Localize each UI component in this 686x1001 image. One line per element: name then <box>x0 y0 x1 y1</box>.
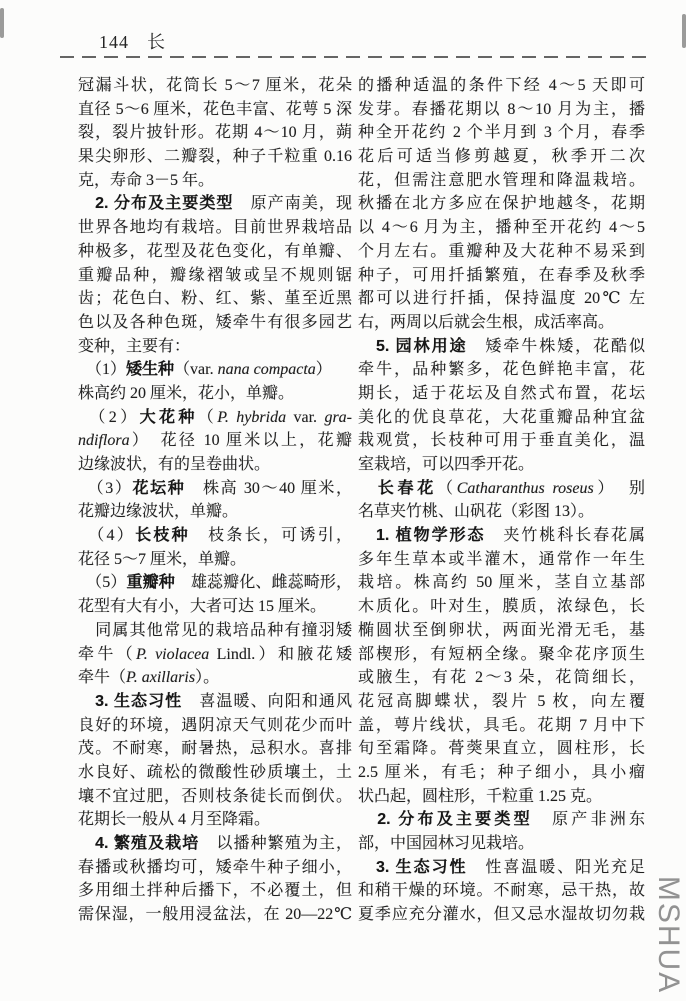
text-line: （2）大花种（P. hybrida var. gra- <box>78 408 352 426</box>
text-line: 壤不宜过肥，否则枝条徒长而倒伏。 <box>78 787 352 805</box>
text-line: 花，但需注意肥水管理和降温栽培。 <box>358 171 645 189</box>
text-line: 右，两周以后就会生根，成活率高。 <box>358 313 615 331</box>
text-line: 重瓣品种，瓣缘褶皱或呈不规则锯 <box>78 266 352 284</box>
text-line: 夏季应充分灌水，但又忌水湿故切勿栽 <box>358 906 645 924</box>
text-line: 多用细土拌种后播下，不必覆土，但 <box>78 882 352 900</box>
text-line: 春播或秋播均可，矮牵牛种子细小， <box>78 858 352 876</box>
text-line: 花期长一般从 4 月至降霜。 <box>78 811 271 829</box>
text-line: 直径 5～6 厘米，花色丰富、花萼 5 深 <box>78 100 352 118</box>
right-column <box>358 74 645 927</box>
text-line: 同属其他常见的栽培品种有撞羽矮 <box>78 621 352 639</box>
text-line: 部楔形，有短柄全缘。聚伞花序顶生 <box>358 645 645 663</box>
text-line: 美化的优良草花，大花重瓣品种宜盆 <box>358 408 645 426</box>
text-line: 牵牛（P. axillaris）。 <box>78 669 220 687</box>
text-line: 旬至霜降。蓇葖果直立，圆柱形，长 <box>358 740 645 758</box>
text-line: 部，中国园林习见栽培。 <box>358 835 535 852</box>
text-line: ndiflora） 花径 10 厘米以上，花瓣 <box>78 432 352 450</box>
text-line: 牵牛，品种繁多，花色鲜艳丰富，花 <box>358 361 645 379</box>
text-line: 2.5 厘米，有毛；种子细小，具小瘤 <box>358 763 645 781</box>
text-line: 冠漏斗状，花筒长 5～7 厘米，花朵 <box>78 77 352 94</box>
scan-edge-artifact-left <box>0 8 4 38</box>
text-line: 良好的环境，遇阴凉天气则花少而叶 <box>78 716 352 734</box>
left-column <box>78 74 352 927</box>
text-line: 和稍干燥的环境。不耐寒，忌干热，故 <box>358 882 645 900</box>
text-line: 种全开花约 2 个半月到 3 个月，春季 <box>358 124 645 142</box>
header-dashed-rule <box>60 56 646 58</box>
text-line: 3. 生态习性 喜温暖、向阳和通风 <box>78 692 352 710</box>
text-line: 果尖卵形、二瓣裂，种子千粒重 0.16 <box>78 148 352 166</box>
text-line: 秋播在北方多应在保护地越冬，花期 <box>358 195 645 213</box>
text-line: （5）重瓣种 雄蕊瓣化、雌蕊畸形， <box>78 574 352 592</box>
text-line: 克，寿命 3－5 年。 <box>78 171 215 189</box>
text-line: 裂，裂片披针形。花期 4～10 月，蒴 <box>78 124 352 142</box>
text-line: 色以及各种色斑，矮牵牛有很多园艺 <box>78 313 352 331</box>
text-line: 边缘波状，有的呈卷曲状。 <box>78 456 271 473</box>
text-line: 花后可适当修剪越夏，秋季开二次 <box>358 148 645 166</box>
text-line: 2. 分布及主要类型 原产南美，现 <box>78 195 352 213</box>
running-head-character: 长 <box>147 32 166 52</box>
text-line: 长春花（Catharanthus roseus） 别 <box>377 479 645 497</box>
text-line: （3）花坛种 株高 30～40 厘米， <box>78 479 352 497</box>
text-line: （1）矮生种（var. nana compacta） <box>78 361 332 379</box>
text-line: 的播种适温的条件下经 4～5 天即可 <box>358 77 645 94</box>
text-line: 世界各地均有栽培。目前世界栽培品 <box>78 219 352 237</box>
text-line: 个月左右。重瓣种及大花种不易采到 <box>358 242 645 260</box>
text-line: 木质化。叶对生，膜质，浓绿色，长 <box>358 598 645 616</box>
text-line: 或腋生，有花 2～3 朵，花筒细长， <box>358 669 645 687</box>
text-line: 齿；花色白、粉、红、紫、堇至近黑 <box>78 290 352 308</box>
text-line: 状凸起，圆柱形，千粒重 1.25 克。 <box>358 787 603 805</box>
text-line: 水良好、疏松的微酸性砂质壤土，土 <box>78 763 352 781</box>
text-line: 花瓣边缘波状，单瓣。 <box>78 503 239 521</box>
text-line: 都可以进行扦插，保持温度 20℃ 左 <box>358 290 645 308</box>
text-line: 发芽。春播花期以 8～10 月为主，播 <box>358 100 645 118</box>
text-line: 花型有大有小，大者可达 15 厘米。 <box>78 598 327 616</box>
text-line: 栽观赏，长枝种可用于垂直美化，温 <box>358 432 645 450</box>
running-head <box>99 28 166 54</box>
text-line: 1. 植物学形态 夹竹桃科长春花属 <box>358 527 645 545</box>
text-line: 3. 生态习性 性喜温暖、阳光充足 <box>358 858 645 876</box>
text-line: 5. 园林用途 矮牵牛株矮，花酷似 <box>358 337 645 355</box>
text-line: 多年生草本或半灌木，通常作一年生 <box>358 550 645 568</box>
text-line: 变种，主要有： <box>78 337 191 355</box>
text-line: （4）长枝种 枝条长，可诱引， <box>78 527 352 545</box>
text-line: 牵牛（P. violacea Lindl.）和腋花矮 <box>78 645 352 663</box>
page-number: 144 <box>99 32 129 52</box>
watermark: MSHUA <box>652 875 685 995</box>
text-line: 以 4～6 月为主，播种至开花约 4～5 <box>358 219 645 237</box>
text-line: 期长，适于花坛及自然式布置，花坛 <box>358 384 645 402</box>
text-line: 室栽培，可以四季开花。 <box>358 456 535 473</box>
scan-edge-artifact-right <box>682 14 686 48</box>
text-line: 盖，萼片线状，具毛。花期 7 月中下 <box>358 716 645 734</box>
text-line: 茂。不耐寒，耐暑热，忌积水。喜排 <box>78 740 352 758</box>
text-line: 4. 繁殖及栽培 以播种繁殖为主， <box>78 835 352 852</box>
text-line: 栽培。株高约 50 厘米，茎自立基部 <box>358 574 645 592</box>
text-line: 花径 5～7 厘米，单瓣。 <box>78 550 247 568</box>
text-line: 株高约 20 厘米，花小，单瓣。 <box>78 384 295 402</box>
text-line: 种子，可用扦插繁殖，在春季及秋季 <box>358 266 645 284</box>
text-line: 名草夹竹桃、山矾花（彩图 13）。 <box>358 503 595 521</box>
text-line: 椭圆状至倒卵状，两面光滑无毛，基 <box>358 621 645 639</box>
text-line: 2. 分布及主要类型 原产非洲东 <box>358 811 645 829</box>
text-line: 花冠高脚蝶状，裂片 5 枚，向左覆 <box>358 692 645 710</box>
text-line: 需保湿，一般用浸盆法，在 20—22℃ <box>78 906 352 924</box>
text-line: 种极多，花型及花色变化，有单瓣、 <box>78 242 352 260</box>
